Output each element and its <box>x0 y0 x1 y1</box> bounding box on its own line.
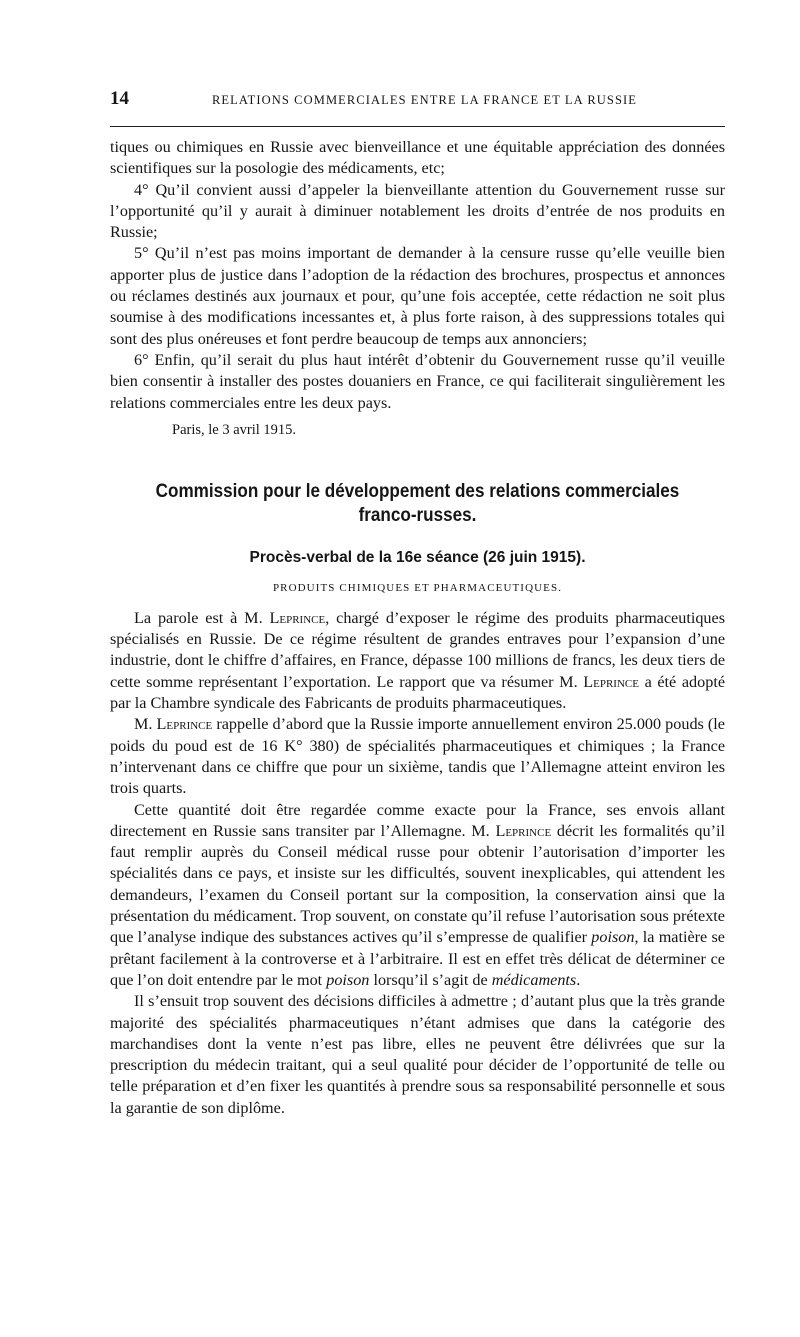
person-name: Leprince <box>583 672 639 691</box>
paragraph-continuation: tiques ou chimiques en Russie avec bienveillance et une équitable appréciation des données scientifiques sur la posologie des médicaments, etc; <box>110 138 725 178</box>
text-run: , chargé d’exposer le régime des produits pharmaceutiques spécialisés en Russie. De ce régime résultent de grandes entraves pour l’expansion d’une industrie, dont le chiffre d’affaires, en France, dépasse 100 millions de francs, les deux tiers de cette somme représentant l’exportation. Le rapport que va résumer M. <box>110 608 725 691</box>
paragraph-item-6: 6° Enfin, qu’il serait du plus haut intérêt d’obtenir du Gouvernement russe qu’il veuille bien consentir à installer des postes douaniers en France, ce qui faciliterait singulièrement les relations commerciales entre les deux pays. <box>110 350 725 412</box>
header-rule <box>110 126 725 127</box>
person-name: Leprince <box>156 715 213 734</box>
paragraph-item-5: 5° Qu’il n’est pas moins important de demander à la censure russe qu’elle veuille bien apporter plus de justice dans l’adoption de la rédaction des brochures, prospectus et annonces ou réclames destinés aux journaux et pour, qu’une fois acceptée, cette rédaction ne soit plus soumise à des modifications incessantes et, à plus forte raison, à des suppressions totales qui sont des plus onéreuses et font perdre beaucoup de temps aux annonciers; <box>110 244 725 348</box>
paragraph-item-4: 4° Qu’il convient aussi d’appeler la bienveillante attention du Gouvernement russe sur l’opportunité qu’il y aurait à diminuer notablement les droits d’entrée de nos produits en Russie; <box>110 180 725 242</box>
text-run: Cette quantité doit être regardée comme exacte pour la France, ses envois allant directement en Russie sans transiter par l’Allemagne. M. <box>110 800 725 840</box>
italic-term-poison: poison <box>326 970 370 989</box>
text-run: lorsqu’il s’agit de <box>369 970 492 989</box>
text-run: rappelle d’abord que la Russie importe annuellement environ 25.000 pouds (le poids du poud est de 16 K° 380) de spécialités pharmaceutiques et chimiques ; la France n’intervenant dans ce chiffre que pour un sixième, tandis que l’Allemagne atteint environ les trois quarts. <box>110 715 725 798</box>
body-paragraph-4: Il s’ensuit trop souvent des décisions difficiles à admettre ; d’autant plus que la très grande majorité des spécialités pharmaceutiques n’étant admises que dans la catégorie des marchandises dont la vente n’est pas libre, elles ne peuvent être délivrées que sur la prescription du médecin traitant, qui a seul qualité pour décider de l’opportunité de telle ou telle préparation et d’en fixer les quantités à prendre sous sa responsabilité personnelle et sous la garantie de son diplôme. <box>110 992 725 1117</box>
text-run: décrit les formalités qu’il faut remplir auprès du Conseil médical russe pour obtenir l’autorisation d’importer les spécialités dans ce pays, et insiste sur les difficultés, souvent inexplicables, qui attendent les demandeurs, l’examen du Conseil portant sur la composition, la conservation ainsi que la présentation du médicament. Trop souvent, on constate qu’il refuse l’autorisation sous prétexte que l’analyse indique des substances actives qu’il s’empresse de qualifier <box>110 821 726 947</box>
running-title: RELATIONS COMMERCIALES ENTRE LA FRANCE ET LA RUSSIE <box>212 93 637 107</box>
text-run: La parole est à M. <box>134 608 270 627</box>
session-title: Procès-verbal de la 16e séance (26 juin 1915). <box>249 548 586 566</box>
section-heading: PRODUITS CHIMIQUES ET PHARMACEUTIQUES. <box>272 581 563 594</box>
person-name: Leprince <box>269 608 326 627</box>
body-paragraph-1 <box>110 608 725 714</box>
page-header <box>110 88 725 114</box>
italic-term-poison: poison <box>591 928 635 947</box>
person-name: Leprince <box>495 821 552 840</box>
body-paragraph-3 <box>110 800 725 992</box>
page-number: 14 <box>110 88 129 109</box>
document-page <box>110 88 725 1119</box>
italic-term-medicaments: médicaments <box>491 970 577 989</box>
text-run: . <box>576 970 581 989</box>
commission-title: Commission pour le développement des relations commerciales franco-russes. <box>155 480 680 526</box>
text-run: M. <box>134 715 157 734</box>
body-paragraph-2 <box>110 714 725 799</box>
dateline: Paris, le 3 avril 1915. <box>172 421 297 438</box>
text-run: a été adopté par la Chambre syndicale des Fabricants de produits pharmaceutiques. <box>110 672 726 713</box>
text-run: , la matière se prêtant facilement à la controverse et à l’arbitraire. Il est en effet très délicat de déterminer ce que l’on doit entendre par le mot <box>110 928 725 989</box>
